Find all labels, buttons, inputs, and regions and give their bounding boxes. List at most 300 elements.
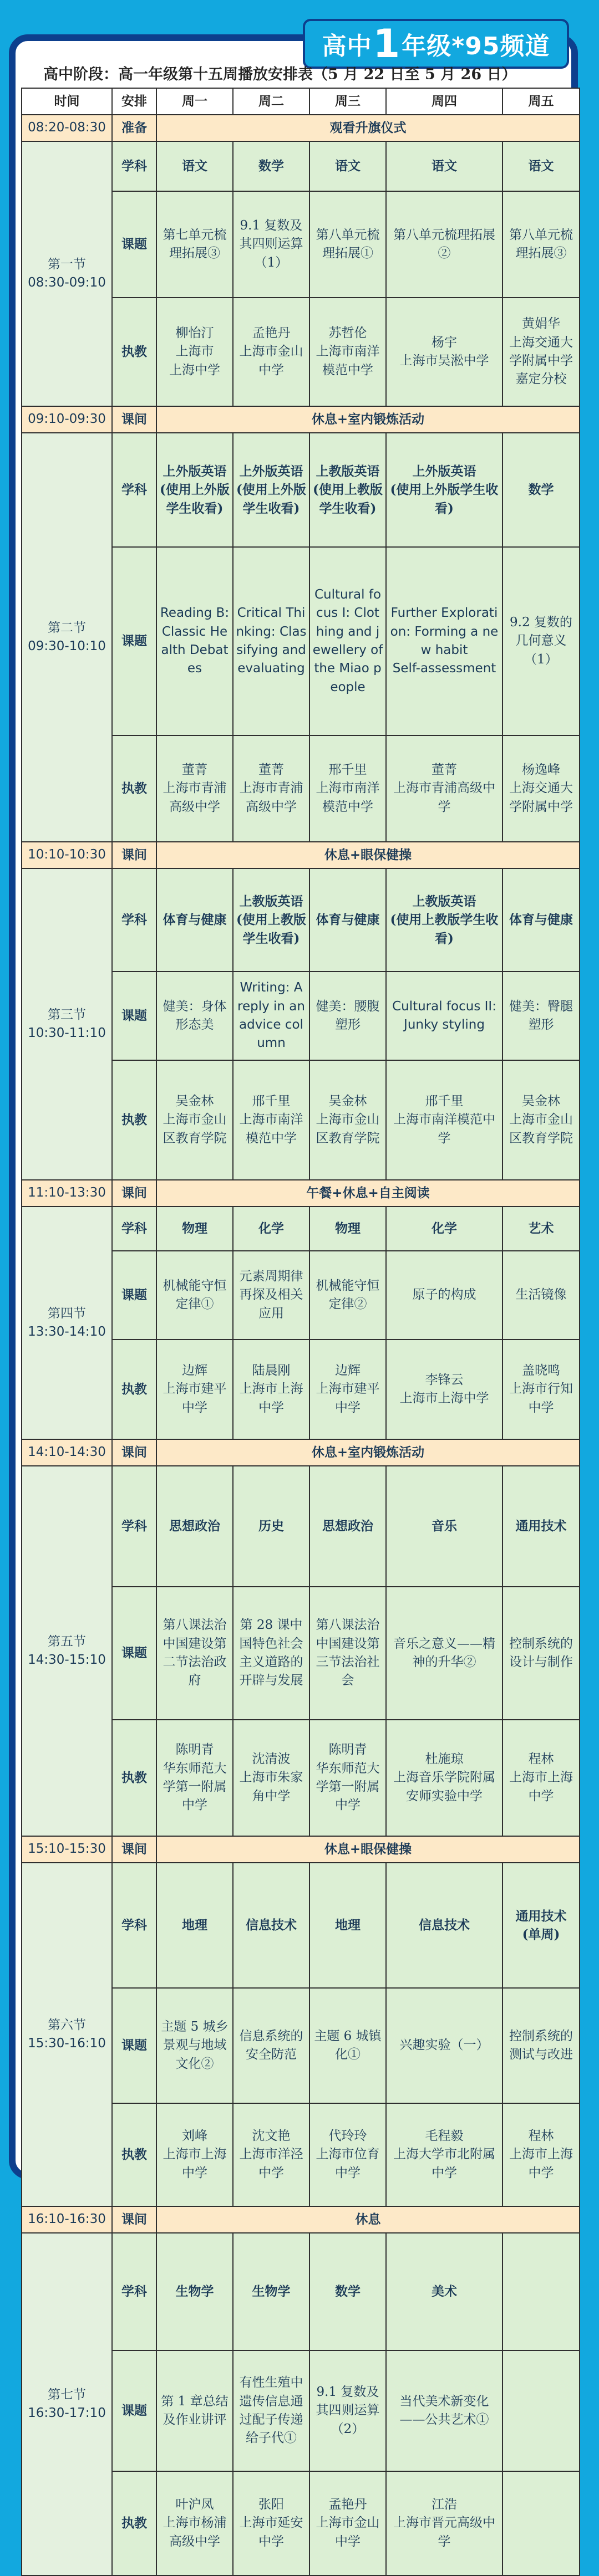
subject-cell — [309, 1207, 386, 1251]
teacher-text: 上海市吴淞中学 — [399, 354, 489, 368]
teacher-cell — [156, 2471, 233, 2575]
teacher-text: 叶沪凤 — [175, 2497, 214, 2512]
teacher-text: 吴金林 — [522, 1093, 560, 1108]
teacher-text: 邢千里 — [252, 1093, 291, 1108]
topic-cell — [309, 2350, 386, 2471]
prep-time: 08:20-08:30 — [22, 115, 112, 141]
break-row — [22, 406, 580, 433]
subject-text: 艺术 — [528, 1221, 554, 1236]
subject-text: 体育与健康 — [316, 912, 380, 928]
period-time: 09:30-10:10 — [28, 639, 106, 653]
header-friday: 周五 — [502, 88, 580, 115]
period-slot — [22, 1863, 112, 2206]
teacher-text: 上海市金山区教育学院 — [163, 1112, 227, 1146]
period-time: 13:30-14:10 — [28, 1325, 106, 1339]
subject-text: 音乐 — [432, 1519, 457, 1534]
teacher-cell — [309, 1340, 386, 1439]
subject-text: 数学 — [528, 482, 554, 498]
period-name: 第六节 — [48, 2017, 86, 2032]
teacher-cell — [156, 1720, 233, 1836]
subject-cell — [156, 433, 233, 547]
teacher-text: 孟艳丹 — [328, 2497, 367, 2512]
subject-text: 体育与健康 — [509, 912, 573, 928]
schedule-table — [21, 88, 580, 2576]
teacher-text: 刘峰 — [182, 2128, 207, 2143]
row-label-subject: 学科 — [112, 868, 156, 972]
teacher-cell — [386, 1720, 502, 1836]
teacher-text: 上海市建平中学 — [316, 1382, 380, 1415]
period-1-subject-row — [22, 141, 580, 191]
subject-text: (使用上教版学生收看) — [390, 912, 499, 946]
subject-cell — [386, 433, 502, 547]
teacher-text: 上海市 — [175, 344, 214, 359]
teacher-text: 上海交通大学附属中学 — [509, 781, 573, 814]
subject-text: 体育与健康 — [163, 912, 227, 928]
subject-text: (使用上教版学生收看) — [313, 482, 383, 516]
topic-cell — [233, 1587, 309, 1720]
topic-text: 音乐之意义——精神的升华② — [393, 1636, 495, 1669]
topic-text: 健美：腰腹塑形 — [316, 999, 380, 1032]
break-type: 课间 — [112, 2206, 156, 2233]
topic-cell — [309, 972, 386, 1060]
subject-text: 地理 — [335, 1918, 361, 1933]
subject-text: 信息技术 — [419, 1918, 470, 1933]
subject-text: 语文 — [528, 159, 554, 174]
subject-text: (使用上外版学生收看) — [390, 482, 499, 516]
subject-text: 化学 — [432, 1221, 457, 1236]
topic-text: Critical Thinking: Classifying and evaluating — [236, 606, 307, 676]
topic-text: 第八课法治中国建设第三节法治社会 — [316, 1618, 380, 1688]
subject-text: 美术 — [432, 2284, 457, 2299]
break-time: 10:10-10:30 — [22, 842, 112, 868]
subject-text: 上教版英语 — [239, 893, 303, 909]
teacher-cell — [502, 735, 580, 842]
teacher-text: 孟艳丹 — [252, 325, 291, 340]
subject-text: (使用上教版学生收看) — [236, 912, 306, 946]
topic-text: 第八课法治中国建设第二节法治政府 — [163, 1618, 227, 1688]
teacher-text: 上海市建平中学 — [163, 1382, 227, 1415]
teacher-text: 董菁 — [432, 762, 457, 777]
teacher-cell — [502, 2103, 580, 2206]
topic-text: 当代美术新变化——公共艺术① — [399, 2394, 489, 2427]
teacher-cell — [502, 1060, 580, 1180]
subject-text: 上教版英语 — [412, 893, 476, 909]
header-monday: 周一 — [156, 88, 233, 115]
teacher-text: 董菁 — [258, 762, 284, 777]
teacher-text: 陆晨刚 — [252, 1363, 291, 1378]
row-label-subject: 学科 — [112, 2233, 156, 2350]
period-time: 15:30-16:10 — [28, 2036, 106, 2051]
period-slot — [22, 433, 112, 842]
topic-text: Reading B: Classic Health Debates — [160, 606, 230, 676]
period-slot — [22, 868, 112, 1180]
teacher-text: 沈文艳 — [252, 2128, 291, 2143]
period-name: 第七节 — [48, 2387, 86, 2402]
row-label-topic: 课题 — [112, 2350, 156, 2471]
teacher-text: 上海市南洋模范中学 — [316, 781, 380, 814]
teacher-text: 上海音乐学院附属安师实验中学 — [393, 1770, 495, 1803]
subject-cell — [502, 433, 580, 547]
topic-cell — [502, 1988, 580, 2103]
row-label-subject: 学科 — [112, 141, 156, 191]
teacher-cell — [233, 1340, 309, 1439]
teacher-cell — [233, 2471, 309, 2575]
topic-cell — [233, 191, 309, 298]
teacher-text: 杨宇 — [432, 335, 457, 350]
teacher-cell — [502, 2471, 580, 2575]
subject-cell — [309, 433, 386, 547]
topic-cell — [386, 1587, 502, 1720]
period-slot — [22, 1466, 112, 1836]
break-time: 16:10-16:30 — [22, 2206, 112, 2233]
break-content: 休息 — [156, 2206, 580, 2233]
row-label-topic: 课题 — [112, 972, 156, 1060]
break-content: 休息+室内锻炼活动 — [156, 406, 580, 433]
teacher-cell — [386, 1340, 502, 1439]
row-label-teacher: 执教 — [112, 1720, 156, 1836]
subject-text: 上外版英语 — [239, 463, 303, 479]
teacher-cell — [233, 1720, 309, 1836]
row-label-teacher: 执教 — [112, 2103, 156, 2206]
topic-text: 健美：身体形态美 — [163, 999, 227, 1032]
subject-cell — [309, 141, 386, 191]
teacher-text: 董菁 — [182, 762, 207, 777]
teacher-cell — [309, 1720, 386, 1836]
teacher-text: 陈明青 — [175, 1742, 214, 1757]
teacher-text: 李锋云 — [425, 1372, 464, 1387]
topic-text: 机械能守恒定律① — [163, 1278, 227, 1311]
break-type: 课间 — [112, 406, 156, 433]
topic-text: 控制系统的设计与制作 — [509, 1636, 573, 1669]
teacher-cell — [386, 1060, 502, 1180]
subject-text: 生物学 — [252, 2284, 291, 2299]
row-label-topic: 课题 — [112, 547, 156, 735]
period-slot — [22, 2233, 112, 2575]
teacher-cell — [309, 298, 386, 406]
subject-text: 数学 — [335, 2284, 361, 2299]
teacher-text: 上海市上海中学 — [509, 1770, 573, 1803]
subject-text: 物理 — [182, 1221, 207, 1236]
teacher-text: 上海市金山中学 — [316, 2516, 380, 2549]
subject-cell — [386, 1863, 502, 1988]
period-name: 第二节 — [48, 620, 86, 635]
break-content: 休息+眼保健操 — [156, 1836, 580, 1863]
teacher-cell — [309, 2103, 386, 2206]
badge-grade-number: 1 — [373, 21, 401, 67]
topic-cell — [156, 972, 233, 1060]
break-row — [22, 1836, 580, 1863]
subject-cell — [386, 868, 502, 972]
row-label-teacher: 执教 — [112, 298, 156, 406]
topic-text: 原子的构成 — [412, 1287, 476, 1302]
subject-cell — [386, 1207, 502, 1251]
period-slot — [22, 141, 112, 406]
teacher-text: 上海市位育中学 — [316, 2147, 380, 2180]
teacher-cell — [156, 1060, 233, 1180]
break-time: 15:10-15:30 — [22, 1836, 112, 1863]
teacher-cell — [309, 2471, 386, 2575]
teacher-text: 程林 — [528, 1751, 554, 1766]
period-4-subject-row — [22, 1207, 580, 1251]
header-row — [22, 88, 580, 115]
prep-type: 准备 — [112, 115, 156, 141]
topic-text: Further Exploration: Forming a new habit — [390, 606, 499, 657]
prep-content: 观看升旗仪式 — [156, 115, 580, 141]
teacher-cell — [233, 1060, 309, 1180]
topic-cell — [502, 972, 580, 1060]
topic-cell — [309, 1251, 386, 1340]
teacher-cell — [309, 1060, 386, 1180]
teacher-cell — [386, 2103, 502, 2206]
teacher-text: 上海市金山区教育学院 — [316, 1112, 380, 1146]
topic-text: 健美：臀腿塑形 — [509, 999, 573, 1032]
topic-cell — [309, 547, 386, 735]
break-row — [22, 2206, 580, 2233]
topic-text: Cultural focus II: Junky styling — [392, 999, 496, 1032]
topic-cell — [309, 1587, 386, 1720]
topic-cell — [156, 1587, 233, 1720]
subject-text: 化学 — [258, 1221, 284, 1236]
topic-text: 主题 6 城镇化① — [314, 2028, 382, 2062]
topic-cell — [386, 2350, 502, 2471]
subject-cell — [156, 1207, 233, 1251]
header-wednesday: 周三 — [309, 88, 386, 115]
row-label-subject: 学科 — [112, 1466, 156, 1587]
topic-cell — [502, 1251, 580, 1340]
teacher-text: 上海中学 — [169, 362, 220, 377]
topic-cell — [233, 972, 309, 1060]
subject-cell — [156, 868, 233, 972]
break-time: 09:10-09:30 — [22, 406, 112, 433]
topic-text: 生活镜像 — [515, 1287, 567, 1302]
period-time: 08:30-09:10 — [28, 275, 106, 290]
teacher-text: 上海市南洋模范中学 — [239, 1112, 303, 1146]
subject-cell — [309, 868, 386, 972]
teacher-cell — [233, 298, 309, 406]
subject-cell — [233, 868, 309, 972]
subject-text: 思想政治 — [169, 1519, 220, 1534]
teacher-cell — [386, 2471, 502, 2575]
teacher-text: 毛程毅 — [425, 2128, 464, 2143]
break-content: 午餐+休息+自主阅读 — [156, 1180, 580, 1207]
subject-text: 物理 — [335, 1221, 361, 1236]
subject-cell — [502, 1207, 580, 1251]
teacher-text: 上海市金山区教育学院 — [509, 1112, 573, 1146]
subject-text: 语文 — [335, 159, 361, 174]
topic-text: 机械能守恒定律② — [316, 1278, 380, 1311]
period-name: 第一节 — [48, 257, 86, 272]
subject-cell — [156, 1863, 233, 1988]
teacher-text: 邢千里 — [328, 762, 367, 777]
teacher-text: 代玲玲 — [328, 2128, 367, 2143]
subject-cell — [309, 1466, 386, 1587]
row-label-topic: 课题 — [112, 191, 156, 298]
topic-text: Cultural focus I: Clothing and jewellery of the Miao people — [312, 587, 383, 694]
teacher-text: 上海市晋元高级中学 — [393, 2516, 495, 2549]
teacher-text: 上海市朱家角中学 — [239, 1770, 303, 1803]
teacher-cell — [502, 1340, 580, 1439]
teacher-text: 吴金林 — [175, 1093, 214, 1108]
period-name: 第五节 — [48, 1634, 86, 1649]
teacher-cell — [156, 1340, 233, 1439]
period-time: 16:30-17:10 — [28, 2406, 106, 2420]
teacher-cell — [233, 735, 309, 842]
teacher-text: 陈明青 — [328, 1742, 367, 1757]
subject-text: 语文 — [432, 159, 457, 174]
subject-text: (使用上外版学生收看) — [236, 482, 306, 516]
header-thursday: 周四 — [386, 88, 502, 115]
topic-text: 信息系统的安全防范 — [239, 2028, 303, 2062]
prep-row — [22, 115, 580, 141]
channel-badge — [303, 19, 569, 69]
topic-cell — [502, 191, 580, 298]
topic-cell — [386, 972, 502, 1060]
break-time: 11:10-13:30 — [22, 1180, 112, 1207]
subject-cell — [156, 141, 233, 191]
period-6-subject-row — [22, 1863, 580, 1988]
teacher-cell — [386, 298, 502, 406]
row-label-topic: 课题 — [112, 1251, 156, 1340]
topic-cell — [233, 1988, 309, 2103]
badge-prefix: 高中 — [322, 32, 372, 60]
subject-cell — [502, 2233, 580, 2350]
subject-cell — [502, 868, 580, 972]
topic-text: 第 28 课中国特色社会主义道路的开辟与发展 — [239, 1618, 303, 1688]
break-type: 课间 — [112, 1180, 156, 1207]
teacher-text: 上海市上海中学 — [509, 2147, 573, 2180]
teacher-text: 上海市洋泾中学 — [239, 2147, 303, 2180]
topic-cell — [156, 191, 233, 298]
teacher-text: 边辉 — [182, 1363, 207, 1378]
topic-text: 第八单元梳理拓展③ — [509, 227, 573, 260]
topic-text: 有性生殖中遗传信息通过配子传递给子代① — [239, 2375, 303, 2446]
teacher-cell — [386, 735, 502, 842]
teacher-text: 上海市南洋模范中学 — [316, 344, 380, 377]
subject-cell — [233, 2233, 309, 2350]
period-slot — [22, 1207, 112, 1439]
teacher-cell — [309, 735, 386, 842]
topic-text: 元素周期律再探及相关应用 — [239, 1269, 303, 1321]
row-label-teacher: 执教 — [112, 735, 156, 842]
period-5-subject-row — [22, 1466, 580, 1587]
teacher-text: 上海大学市北附属中学 — [393, 2147, 495, 2180]
subject-text: 通用技术 — [515, 1519, 567, 1534]
row-label-topic: 课题 — [112, 1988, 156, 2103]
subject-text: (使用上外版学生收看) — [160, 482, 230, 516]
teacher-text: 黄娟华 — [522, 316, 560, 331]
teacher-text: 上海市上海中学 — [239, 1382, 303, 1415]
topic-text: 第八单元梳理拓展② — [393, 227, 495, 260]
topic-text: 第 1 章总结及作业讲评 — [161, 2394, 229, 2427]
subject-text: 上外版英语 — [163, 463, 227, 479]
topic-cell — [233, 2350, 309, 2471]
subject-cell — [156, 1466, 233, 1587]
row-label-topic: 课题 — [112, 1587, 156, 1720]
subject-text: 数学 — [258, 159, 284, 174]
teacher-text: 程林 — [528, 2128, 554, 2143]
topic-cell — [502, 547, 580, 735]
teacher-text: 邢千里 — [425, 1093, 464, 1108]
period-time: 14:30-15:10 — [28, 1653, 106, 1667]
topic-cell — [386, 547, 502, 735]
teacher-text: 上海市金山中学 — [239, 344, 303, 377]
topic-cell — [502, 1587, 580, 1720]
topic-text: 兴趣实验（一） — [399, 2038, 489, 2053]
teacher-text: 上海市杨浦高级中学 — [163, 2516, 227, 2549]
subject-cell — [502, 141, 580, 191]
teacher-text: 上海交通大学附属中学嘉定分校 — [509, 335, 573, 387]
teacher-text: 上海市上海中学 — [163, 2147, 227, 2180]
subject-cell — [502, 1466, 580, 1587]
page-title: 高中阶段：高一年级第十五周播放安排表（5 月 22 日至 5 月 26 日） — [43, 66, 517, 83]
break-time: 14:10-14:30 — [22, 1439, 112, 1466]
period-2-subject-row — [22, 433, 580, 547]
break-type: 课间 — [112, 842, 156, 868]
teacher-text: 上海市青浦高级中学 — [239, 781, 303, 814]
subject-text: 地理 — [182, 1918, 207, 1933]
topic-cell — [156, 1251, 233, 1340]
topic-cell — [502, 2350, 580, 2471]
teacher-text: 沈清波 — [252, 1751, 291, 1766]
subject-text: 思想政治 — [322, 1519, 373, 1534]
subject-cell — [233, 1466, 309, 1587]
subject-cell — [309, 1863, 386, 1988]
teacher-text: 苏哲伦 — [328, 325, 367, 340]
break-type: 课间 — [112, 1836, 156, 1863]
teacher-text: 华东师范大学第一附属中学 — [316, 1761, 380, 1813]
subject-cell — [233, 1207, 309, 1251]
break-type: 课间 — [112, 1439, 156, 1466]
teacher-text: 上海市行知中学 — [509, 1382, 573, 1415]
topic-text: 9.2 复数的几何意义（1） — [510, 615, 572, 667]
break-row — [22, 1439, 580, 1466]
row-label-subject: 学科 — [112, 433, 156, 547]
teacher-text: 吴金林 — [328, 1093, 367, 1108]
subject-cell — [233, 1863, 309, 1988]
topic-text: 主题 5 城乡景观与地域文化② — [161, 2019, 229, 2071]
period-name: 第四节 — [48, 1306, 86, 1321]
topic-cell — [156, 547, 233, 735]
subject-text: (单周) — [522, 1927, 560, 1942]
topic-cell — [309, 1988, 386, 2103]
period-7-subject-row — [22, 2233, 580, 2350]
teacher-text: 杨逸峰 — [522, 762, 560, 777]
teacher-text: 边辉 — [335, 1363, 361, 1378]
topic-cell — [233, 1251, 309, 1340]
break-content: 休息+室内锻炼活动 — [156, 1439, 580, 1466]
row-label-subject: 学科 — [112, 1207, 156, 1251]
subject-cell — [386, 2233, 502, 2350]
row-label-subject: 学科 — [112, 1863, 156, 1988]
topic-cell — [309, 191, 386, 298]
teacher-text: 上海市南洋模范中学 — [393, 1112, 495, 1146]
header-tuesday: 周二 — [233, 88, 309, 115]
subject-text: 历史 — [258, 1519, 284, 1534]
teacher-text: 张阳 — [258, 2497, 284, 2512]
subject-text: 信息技术 — [246, 1918, 297, 1933]
period-3-subject-row — [22, 868, 580, 972]
subject-cell — [386, 1466, 502, 1587]
period-name: 第三节 — [48, 1007, 86, 1022]
topic-cell — [386, 1988, 502, 2103]
topic-cell — [156, 2350, 233, 2471]
row-label-teacher: 执教 — [112, 1060, 156, 1180]
teacher-text: 柳怡汀 — [175, 325, 214, 340]
break-row — [22, 842, 580, 868]
teacher-cell — [502, 298, 580, 406]
row-label-teacher: 执教 — [112, 2471, 156, 2575]
topic-text: 9.1 复数及其四则运算（2） — [316, 2384, 380, 2436]
